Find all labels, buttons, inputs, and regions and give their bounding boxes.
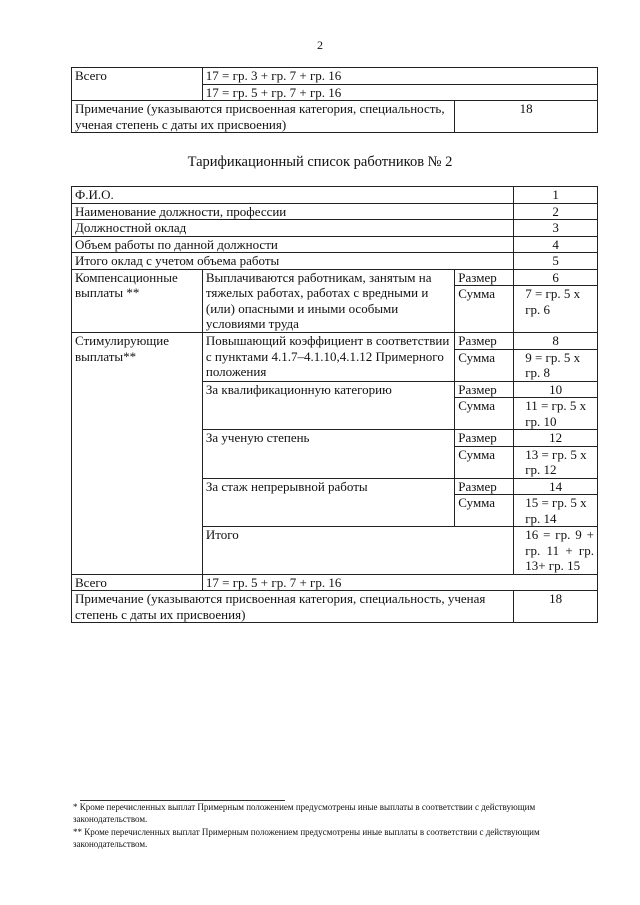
previous-list-table-tail — [71, 67, 598, 133]
table-row — [72, 591, 598, 623]
column-number: 5 — [514, 253, 598, 270]
total-label: Всего — [72, 68, 203, 101]
stimulating-item-description: Повышающий коэффициент в соответствии с пунктами 4.1.7–4.1.10,4.1.12 Примерного положения — [202, 333, 454, 382]
sum-label: Сумма — [455, 286, 514, 333]
table-row — [72, 236, 598, 253]
sum-label: Сумма — [455, 495, 514, 527]
column-number: 6 — [514, 269, 598, 286]
column-number: 4 — [514, 236, 598, 253]
size-label: Размер — [455, 478, 514, 495]
row-label: Объем работы по данной должности — [72, 236, 514, 253]
column-number: 14 — [514, 478, 598, 495]
footnote: ** Кроме перечисленных выплат Примерным положением предусмотрены иные выплаты в соответствии с действующим законодательством. — [73, 827, 540, 849]
table-row — [72, 220, 598, 237]
note-label: Примечание (указываются присвоенная категория, специальность, ученая степень с даты их присвоения) — [72, 101, 455, 133]
stimulating-total-label: Итого — [202, 527, 513, 575]
stimulating-item-description: За стаж непрерывной работы — [202, 478, 454, 527]
column-number: 12 — [514, 430, 598, 447]
size-label: Размер — [455, 333, 514, 350]
table-row — [72, 253, 598, 270]
sum-label: Сумма — [455, 398, 514, 430]
compensation-label: Компенсационные выплаты ** — [72, 269, 203, 333]
stimulating-item-description: За ученую степень — [202, 430, 454, 479]
note-column-number: 18 — [455, 101, 598, 133]
sum-formula: 9 = гр. 5 х гр. 8 — [514, 349, 598, 381]
sum-formula: 15 = гр. 5 х гр. 14 — [514, 495, 598, 527]
sum-formula: 13 = гр. 5 х гр. 12 — [514, 446, 598, 478]
sum-formula: 11 = гр. 5 х гр. 10 — [514, 398, 598, 430]
stimulating-total-formula: 16 = гр. 9 + гр. 11 + гр. 13+ гр. 15 — [514, 527, 598, 575]
column-number: 1 — [514, 187, 598, 204]
list-title: Тарификационный список работников № 2 — [187, 154, 453, 170]
column-number: 10 — [514, 381, 598, 398]
row-label: Наименование должности, профессии — [72, 203, 514, 220]
table-row — [72, 333, 598, 350]
row-label: Должностной оклад — [72, 220, 514, 237]
table-row — [72, 269, 598, 286]
row-label: Ф.И.О. — [72, 187, 514, 204]
size-label: Размер — [455, 430, 514, 447]
sum-formula: 7 = гр. 5 х гр. 6 — [514, 286, 598, 333]
column-number: 3 — [514, 220, 598, 237]
tariff-list-table — [71, 186, 598, 623]
stimulating-label: Стимулирующие выплаты** — [72, 333, 203, 575]
table-row — [72, 203, 598, 220]
total-formula: 17 = гр. 3 + гр. 7 + гр. 16 — [202, 68, 597, 85]
total-formula: 17 = гр. 5 + гр. 7 + гр. 16 — [202, 574, 597, 591]
sum-label: Сумма — [455, 446, 514, 478]
row-label: Итого оклад с учетом объема работы — [72, 253, 514, 270]
note-column-number: 18 — [514, 591, 598, 623]
note-label: Примечание (указываются присвоенная категория, специальность, ученая степень с даты их присвоения) — [72, 591, 514, 623]
footnote-divider — [80, 800, 285, 801]
stimulating-item-description: За квалификационную категорию — [202, 381, 454, 430]
size-label: Размер — [455, 269, 514, 286]
size-label: Размер — [455, 381, 514, 398]
footnote: * Кроме перечисленных выплат Примерным положением предусмотрены иные выплаты в соответствии с действующим законодательством. — [73, 802, 536, 824]
page-number: 2 — [317, 38, 323, 52]
column-number: 2 — [514, 203, 598, 220]
sum-label: Сумма — [455, 349, 514, 381]
total-label: Всего — [72, 574, 203, 591]
column-number: 8 — [514, 333, 598, 350]
table-row — [72, 574, 598, 591]
compensation-description: Выплачиваются работникам, занятым на тяжелых работах, работах с вредными и (или) опасными и иными особыми условиями труда — [202, 269, 454, 333]
total-formula: 17 = гр. 5 + гр. 7 + гр. 16 — [202, 84, 597, 101]
table-row — [72, 187, 598, 204]
